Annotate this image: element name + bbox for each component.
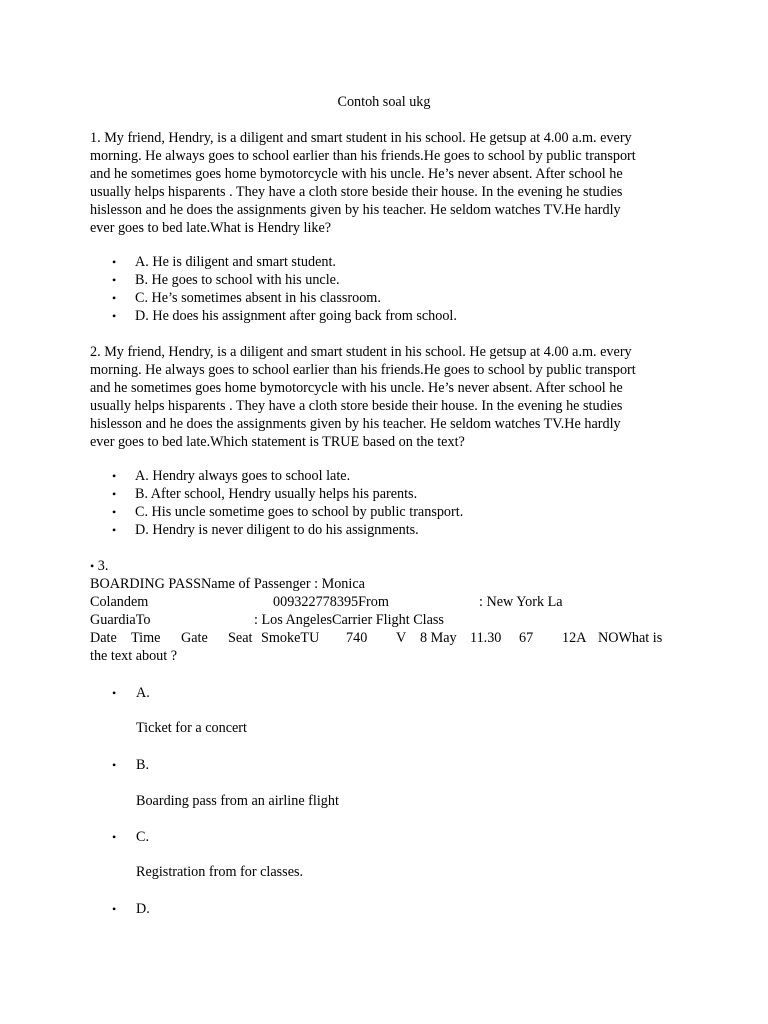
question-3-prompt: the text about ? bbox=[90, 648, 178, 664]
flight-field: 740 bbox=[346, 630, 368, 646]
question-2-line: usually helps hisparents . They have a cloth store beside their house. In the evening he studies bbox=[90, 398, 623, 414]
question-3-option-a-text: Ticket for a concert bbox=[136, 720, 247, 736]
boarding-pass-line-5 bbox=[90, 647, 670, 665]
bullet-icon: • bbox=[112, 830, 117, 844]
question-3-option-a-letter: A. bbox=[136, 685, 150, 701]
question-3-number-row bbox=[90, 557, 108, 575]
question-2-option-a: • A. Hendry always goes to school late. bbox=[90, 467, 463, 485]
flight-field: Gate bbox=[181, 630, 208, 646]
question-3-option-c-text: Registration from for classes. bbox=[136, 864, 304, 880]
bullet-icon: • bbox=[112, 686, 117, 700]
bullet-icon: • bbox=[112, 758, 117, 772]
question-2-text bbox=[90, 343, 680, 451]
boarding-pass-line-2 bbox=[90, 593, 670, 611]
flight-field: 8 May bbox=[420, 630, 457, 646]
question-1-option-d: • D. He does his assignment after going back from school. bbox=[90, 307, 457, 325]
document-title: Contoh soal ukg bbox=[337, 94, 431, 110]
question-2-options bbox=[90, 467, 463, 539]
boarding-pass-line-1 bbox=[90, 575, 670, 593]
boarding-pass-line-3 bbox=[90, 611, 670, 629]
question-2-option-c: • C. His uncle sometime goes to school by public transport. bbox=[90, 503, 463, 521]
question-3-option-c-letter: C. bbox=[136, 829, 150, 845]
boarding-pass-header: BOARDING PASSName of Passenger : Monica bbox=[90, 576, 365, 592]
boarding-pass-line-4 bbox=[90, 629, 670, 647]
flight-field: 11.30 bbox=[470, 630, 502, 646]
question-2-line: morning. He always goes to school earlier than his friends.He goes to school by public transport bbox=[90, 362, 636, 378]
question-1-line: and he sometimes goes home bymotorcycle with his uncle. He’s never absent. After school he bbox=[90, 166, 623, 182]
question-1-options bbox=[90, 253, 457, 325]
question-3-option-b-letter: B. bbox=[136, 757, 150, 773]
question-1-option-b: • B. He goes to school with his uncle. bbox=[90, 271, 457, 289]
question-2-option-b: • B. After school, Hendry usually helps his parents. bbox=[90, 485, 463, 503]
flight-field: 67 bbox=[519, 630, 534, 646]
flight-field: SmokeTU bbox=[261, 630, 320, 646]
passenger-surname: Colandem bbox=[90, 594, 149, 610]
flight-field: Time bbox=[131, 630, 161, 646]
bullet-icon: • bbox=[112, 902, 117, 916]
question-3-option-d-letter: D. bbox=[136, 901, 150, 917]
question-1-option-c: • C. He’s sometimes absent in his classroom. bbox=[90, 289, 457, 307]
question-1-option-a: • A. He is diligent and smart student. bbox=[90, 253, 457, 271]
ticket-number: 009322778395From bbox=[273, 594, 389, 610]
question-2-line: ever goes to bed late.Which statement is TRUE based on the text? bbox=[90, 434, 465, 450]
from-value: : New York La bbox=[479, 594, 563, 610]
question-1-line: hislesson and he does the assignments given by his teacher. He seldom watches TV.He hardly bbox=[90, 202, 621, 218]
flight-field: NOWhat is bbox=[598, 630, 663, 646]
question-2-line: hislesson and he does the assignments given by his teacher. He seldom watches TV.He hardly bbox=[90, 416, 621, 432]
bullet-icon: • bbox=[90, 559, 95, 573]
question-2-line: and he sometimes goes home bymotorcycle with his uncle. He’s never absent. After school he bbox=[90, 380, 623, 396]
flight-field: Seat bbox=[228, 630, 253, 646]
flight-field: V bbox=[396, 630, 407, 646]
airport-to: GuardiaTo bbox=[90, 612, 151, 628]
question-1-text bbox=[90, 129, 680, 237]
question-1-line: 1. My friend, Hendry, is a diligent and smart student in his school. He getsup at 4.00 a.m. every bbox=[90, 130, 632, 146]
destination-carrier: : Los AngelesCarrier Flight Class bbox=[254, 612, 444, 628]
question-1-line: ever goes to bed late.What is Hendry like? bbox=[90, 220, 332, 236]
flight-field: Date bbox=[90, 630, 117, 646]
question-1-line: morning. He always goes to school earlier than his friends.He goes to school by public transport bbox=[90, 148, 636, 164]
question-2-option-d: • D. Hendry is never diligent to do his assignments. bbox=[90, 521, 463, 539]
question-3-number: 3. bbox=[97, 558, 109, 574]
question-1-line: usually helps hisparents . They have a cloth store beside their house. In the evening he studies bbox=[90, 184, 623, 200]
flight-field: 12A bbox=[562, 630, 587, 646]
question-2-line: 2. My friend, Hendry, is a diligent and smart student in his school. He getsup at 4.00 a.m. every bbox=[90, 344, 632, 360]
boarding-pass-text bbox=[90, 575, 670, 665]
question-3-option-b-text: Boarding pass from an airline flight bbox=[136, 793, 339, 809]
